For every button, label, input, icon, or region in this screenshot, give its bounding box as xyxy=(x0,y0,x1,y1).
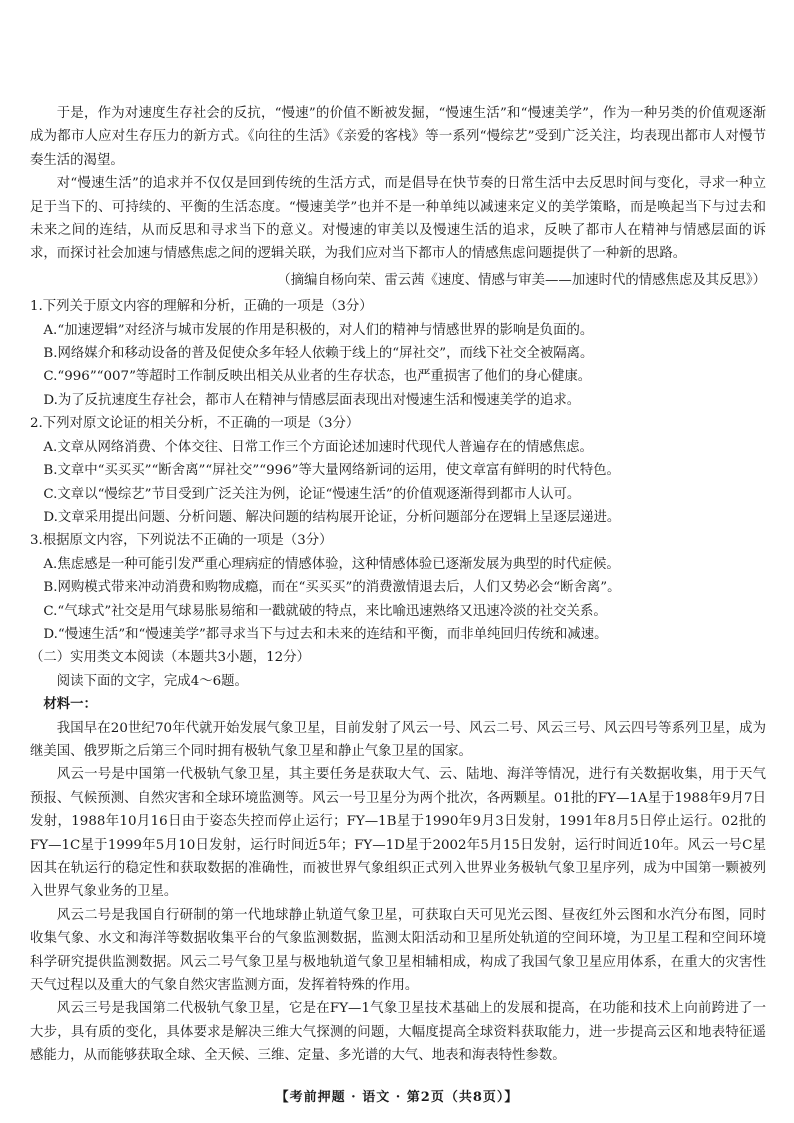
question-2-option-b: B.文章中“买买买”“断舍离”“屏社交”“996”等大量网络新词的运用，使文章富有鲜明的时代特色。 xyxy=(43,463,620,479)
question-1-option-c: C.“996”“007”等超时工作制反映出相关从业者的生存状态，也严重损害了他们的身心健康。 xyxy=(43,369,592,385)
passage-paragraph-2: 对“慢速生活”的追求并不仅仅是回到传统的生活方式，而是倡导在快节奏的日常生活中去反思时间与变化，寻求一种立足于当下的、可持续的、平衡的生活态度。“慢速美学”也并不是一种单纯以减速来定义的美学策略，而是唤起当下与过去和未来之间的连结，从而反思和寻求当下的意义。对慢速的审美以及慢速生活的追求，反映了都市人在精神与情感层面的诉求，而探讨社会加速与情感焦虑之间的逻辑关联，为我们应对当下都市人的情感焦虑问题提供了一种新的思路。 xyxy=(30,176,766,262)
passage-paragraph-1: 于是，作为对速度生存社会的反抗，“慢速”的价值不断被发掘，“慢速生活”和“慢速美学”，作为一种另类的价值观逐渐成为都市人应对生存压力的新方式。《向往的生活》《亲爱的客栈》等一系列“慢综艺”受到广泛关注，均表现出都市人对慢节奏生活的渴望。 xyxy=(30,106,766,168)
question-2-option-d: D.文章采用提出问题、分析问题、解决问题的结构展开论证，分析问题部分在逻辑上呈逐层递进。 xyxy=(43,509,621,525)
question-1-stem: 1.下列关于原文内容的理解和分析，正确的一项是（3分） xyxy=(30,299,373,315)
question-2-stem: 2.下列对原文论证的相关分析，不正确的一项是（3分） xyxy=(30,416,360,432)
page-footer: 【考前押题 · 语文 · 第2页（共8页）】 xyxy=(275,1090,519,1105)
question-3-option-a: A.焦虑感是一种可能引发严重心理病症的情感体验，这种情感体验已逐渐发展为典型的时代症候。 xyxy=(43,556,620,572)
question-1-option-d: D.为了反抗速度生存社会，都市人在精神与情感层面表现出对慢速生活和慢速美学的追求。 xyxy=(43,392,581,408)
question-3-stem: 3.根据原文内容，下列说法不正确的一项是（3分） xyxy=(30,533,333,549)
question-2-option-a: A.文章从网络消费、个体交往、日常工作三个方面论述加速时代现代人普遍存在的情感焦虑。 xyxy=(43,439,593,455)
material-label: 材料一： xyxy=(43,696,97,713)
passage-source: （摘编自杨向荣、雷云茜《速度、情感与审美——加速时代的情感焦虑及其反思》） xyxy=(277,272,766,288)
material-paragraph-1: 我国早在20世纪70年代就开始发展气象卫星，目前发射了风云一号、风云二号、风云三号、风云四号等系列卫星，成为继美国、俄罗斯之后第三个同时拥有极轨气象卫星和静止气象卫星的国家。 xyxy=(30,720,766,759)
section-instruction: 阅读下面的文字，完成4～6题。 xyxy=(56,673,248,689)
question-1-option-b: B.网络媒介和移动设备的普及促使众多年轻人依赖于线上的“屏社交”，而线下社交全被隔离。 xyxy=(43,346,594,362)
material-paragraph-3: 风云二号是我国自行研制的第一代地球静止轨道气象卫星，可获取白天可见光云图、昼夜红外云图和水汽分布图，同时收集气象、水文和海洋等数据收集平台的气象监测数据，监测太阳活动和卫星所处轨道的空间环境，为卫星工程和空间环境科学研究提供监测数据。风云二号气象卫星与极地轨道气象卫星相辅相成，构成了我国气象卫星应用体系，在重大的灾害性天气过程以及重大的气象自然灾害监测方面，发挥着特殊的作用。 xyxy=(30,907,766,994)
question-3-option-b: B.网购模式带来冲动消费和购物成瘾，而在“买买买”的消费激情退去后，人们又势必会“断舍离”。 xyxy=(43,580,621,596)
question-1-option-a: A.“加速逻辑”对经济与城市发展的作用是积极的，对人们的精神与情感世界的影响是负面的。 xyxy=(43,322,594,338)
material-paragraph-2: 风云一号是中国第一代极轨气象卫星，其主要任务是获取大气、云、陆地、海洋等情况，进行有关数据收集，用于天气预报、气候预测、自然灾害和全球环境监测等。风云一号卫星分为两个批次，各两颗星。01批的FY—1A星于1988年9月7日发射，1988年10月16日由于姿态失控而停止运行；FY—1B星于1990年9月3日发射，1991年8月5日停止运行。02批的FY—1C星于1999年5月10日发射，运行时间近5年；FY—1D星于2002年5月15日发射，运行时间近10年。风云一号C星因其在轨运行的稳定性和获取数据的准确性，而被世界气象组织正式列入世界业务极轨气象卫星序列，成为中国第一颗被列入世界气象业务的卫星。 xyxy=(30,767,766,900)
section-heading: （二）实用类文本阅读（本题共3小题，12分） xyxy=(30,650,310,666)
question-3-option-c: C.“气球式”社交是用气球易胀易缩和一戳就破的特点，来比喻迅速熟络又迅速冷淡的社交关系。 xyxy=(43,603,607,619)
document-page xyxy=(30,102,766,1068)
question-2-option-c: C.文章以“慢综艺”节目受到广泛关注为例，论证“慢速生活”的价值观逐渐得到都市人认可。 xyxy=(43,486,581,502)
material-paragraph-4: 风云三号是我国第二代极轨气象卫星，它是在FY—1气象卫星技术基础上的发展和提高，在功能和技术上向前跨进了一大步，具有质的变化，具体要求是解决三维大气探测的问题，大幅度提高全球资料获取能力，进一步提高云区和地表特征遥感能力，从而能够获取全球、全天候、三维、定量、多光谱的大气、地表和海表特性参数。 xyxy=(30,1001,766,1064)
question-3-option-d: D.“慢速生活”和“慢速美学”都寻求当下与过去和未来的连结和平衡，而非单纯回归传统和减速。 xyxy=(43,626,608,642)
